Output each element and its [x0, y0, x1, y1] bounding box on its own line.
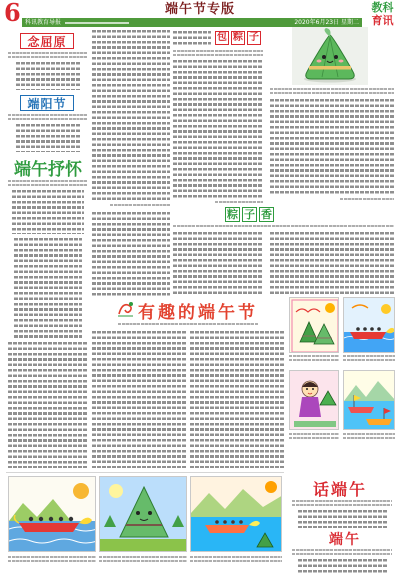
heading-zong-zi-xiang-char: 香 [261, 207, 272, 221]
logo-line-1: 教科 [371, 1, 394, 14]
author-credit [110, 204, 170, 208]
article-body-text [173, 31, 211, 47]
heading-zong-zi-xiang-char: 粽 [227, 207, 238, 221]
author-credit [8, 180, 88, 188]
child-drawing-dragon-boat-scene [8, 476, 96, 552]
poem-text [298, 559, 388, 575]
author-credit [292, 549, 392, 557]
child-drawing-dragon-boat [343, 297, 395, 353]
child-drawing-child-with-zongzi [289, 370, 339, 430]
child-drawing-zongzi [289, 297, 339, 353]
drawing-caption [343, 433, 395, 441]
image-caption [270, 88, 394, 96]
drawing-caption [289, 355, 339, 363]
article-body-text [173, 60, 263, 200]
author-credit [340, 198, 394, 202]
author-credit [215, 201, 263, 205]
article-body-text [270, 232, 394, 294]
page-number: 6 [4, 0, 21, 27]
drawing-caption [289, 433, 339, 441]
article-body-text [92, 331, 186, 468]
author-credit [173, 50, 263, 58]
author-credit [292, 500, 392, 508]
zongzi-mascot-illustration [292, 27, 368, 85]
poem-text [12, 190, 84, 234]
poem-text [16, 62, 80, 90]
issue-date: 2020年6月23日 星期二 [294, 19, 359, 26]
child-drawing-zongzi-family [99, 476, 187, 552]
author-credit [8, 52, 88, 60]
poem-text [14, 238, 82, 338]
heading-bao-zong-zi-char: 粽 [233, 32, 243, 43]
publication-name-text: 科讯教育导报 [25, 19, 62, 26]
section-title: 端午节专版 [164, 2, 235, 17]
heading-bao-zong-zi-char: 包 [217, 32, 227, 43]
drawing-caption [190, 556, 282, 564]
drawing-caption [8, 556, 96, 564]
article-body-text [92, 212, 170, 296]
poem-text [298, 510, 388, 528]
heading-nian-qu-yuan: 念屈原 [20, 33, 74, 49]
author-credit [8, 114, 88, 122]
poem-text [16, 124, 80, 152]
heading-hua-duan-wu: 话端午 [312, 479, 367, 499]
heading-duan-wu-shu-huai: 端午抒怀 [14, 159, 82, 180]
publication-name [25, 18, 129, 27]
publication-logo [368, 1, 397, 27]
heading-you-qu-de-duan-wu-jie: 有趣的端午节 [138, 302, 258, 323]
article-body-text [270, 99, 394, 195]
heading-bao-zong-zi-char: 子 [249, 32, 259, 43]
heading-duan-wu: 端午 [329, 532, 361, 548]
article-body-text [173, 232, 263, 296]
section-divider [6, 472, 284, 473]
logo-line-2: 育讯 [371, 14, 394, 27]
article-body-text [8, 342, 88, 468]
article-body-text [190, 331, 284, 468]
article-body-text [92, 30, 170, 202]
heading-zong-zi-xiang-char: 子 [244, 207, 255, 221]
drawing-caption [99, 556, 187, 564]
publication-url [65, 22, 129, 24]
drawing-caption [343, 355, 395, 363]
child-drawing-festival [190, 476, 282, 552]
author-credit [173, 225, 394, 229]
heading-duan-yang-jie: 端阳节 [20, 95, 74, 111]
author-credit [118, 323, 258, 327]
header-band [22, 18, 362, 27]
child-drawing-boat-race [343, 370, 395, 430]
title-flourish-icon [116, 299, 136, 319]
